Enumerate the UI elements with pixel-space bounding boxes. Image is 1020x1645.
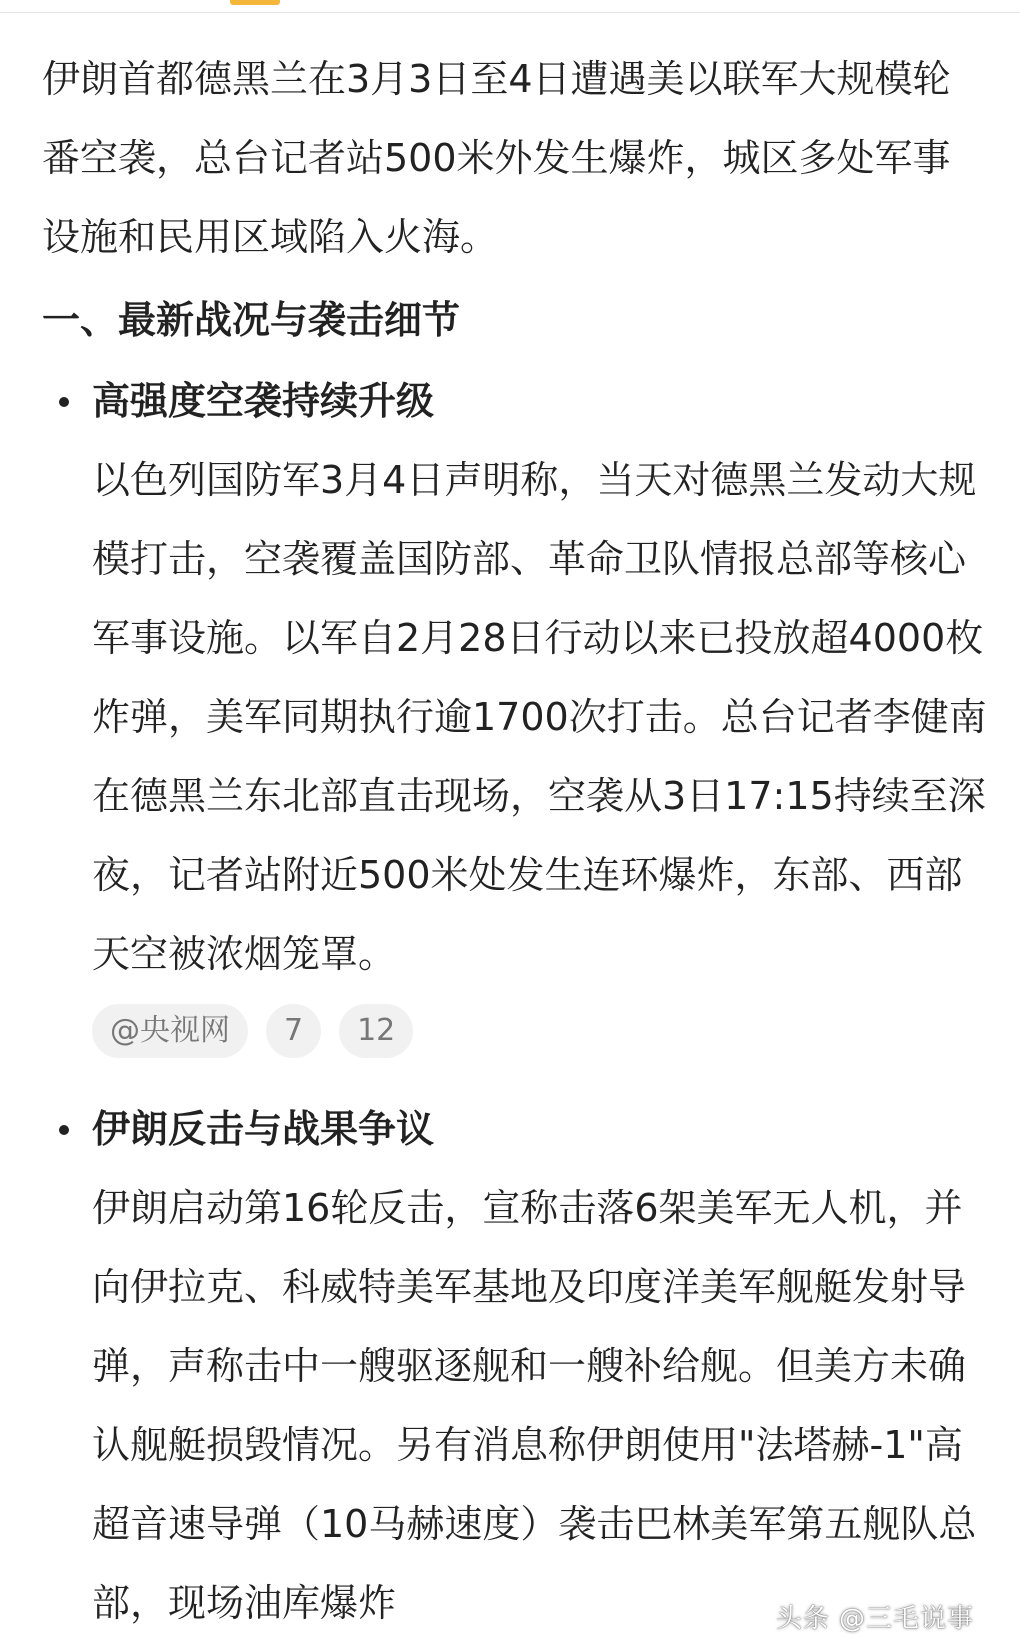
bullet-title: 高强度空袭持续升级 xyxy=(92,379,435,423)
article-content xyxy=(42,40,992,1643)
bullet-dot-icon xyxy=(59,397,69,407)
bullet-dot-icon xyxy=(59,1125,69,1135)
top-divider xyxy=(0,12,1020,13)
top-tab-indicator xyxy=(230,0,280,5)
bullet-item xyxy=(42,362,992,1058)
section-heading: 一、最新战况与袭击细节 xyxy=(42,298,461,342)
bullet-title: 伊朗反击与战果争议 xyxy=(92,1107,435,1151)
article-intro: 伊朗首都德黑兰在3月3日至4日遭遇美以联军大规模轮番空袭，总台记者站500米外发生爆炸，城区多处军事设施和民用区域陷入火海。 xyxy=(42,57,951,259)
bullet-body: 伊朗启动第16轮反击，宣称击落6架美军无人机，并向伊拉克、科威特美军基地及印度洋美军舰艇发射导弹，声称击中一艘驱逐舰和一艘补给舰。但美方未确认舰艇损毁情况。另有消息称伊朗使用"法塔赫-1"高超音速导弹（10马赫速度）袭击巴林美军第五舰队总部，现场油库爆炸 xyxy=(92,1186,977,1625)
bullet-item xyxy=(42,1090,992,1643)
citation-chip[interactable]: 12 xyxy=(339,1004,413,1058)
source-link-chip[interactable]: @央视网 xyxy=(92,1004,248,1058)
source-chip-row xyxy=(92,1004,992,1058)
citation-chip[interactable]: 7 xyxy=(266,1004,321,1058)
watermark: 头条 @三毛说事 xyxy=(775,1604,974,1634)
bullet-body: 以色列国防军3月4日声明称，当天对德黑兰发动大规模打击，空袭覆盖国防部、革命卫队情报总部等核心军事设施。以军自2月28日行动以来已投放超4000枚炸弹，美军同期执行逾1700次打击。总台记者李健南在德黑兰东北部直击现场，空袭从3日17:15持续至深夜，记者站附近500米处发生连环爆炸，东部、西部天空被浓烟笼罩。 xyxy=(92,458,987,976)
